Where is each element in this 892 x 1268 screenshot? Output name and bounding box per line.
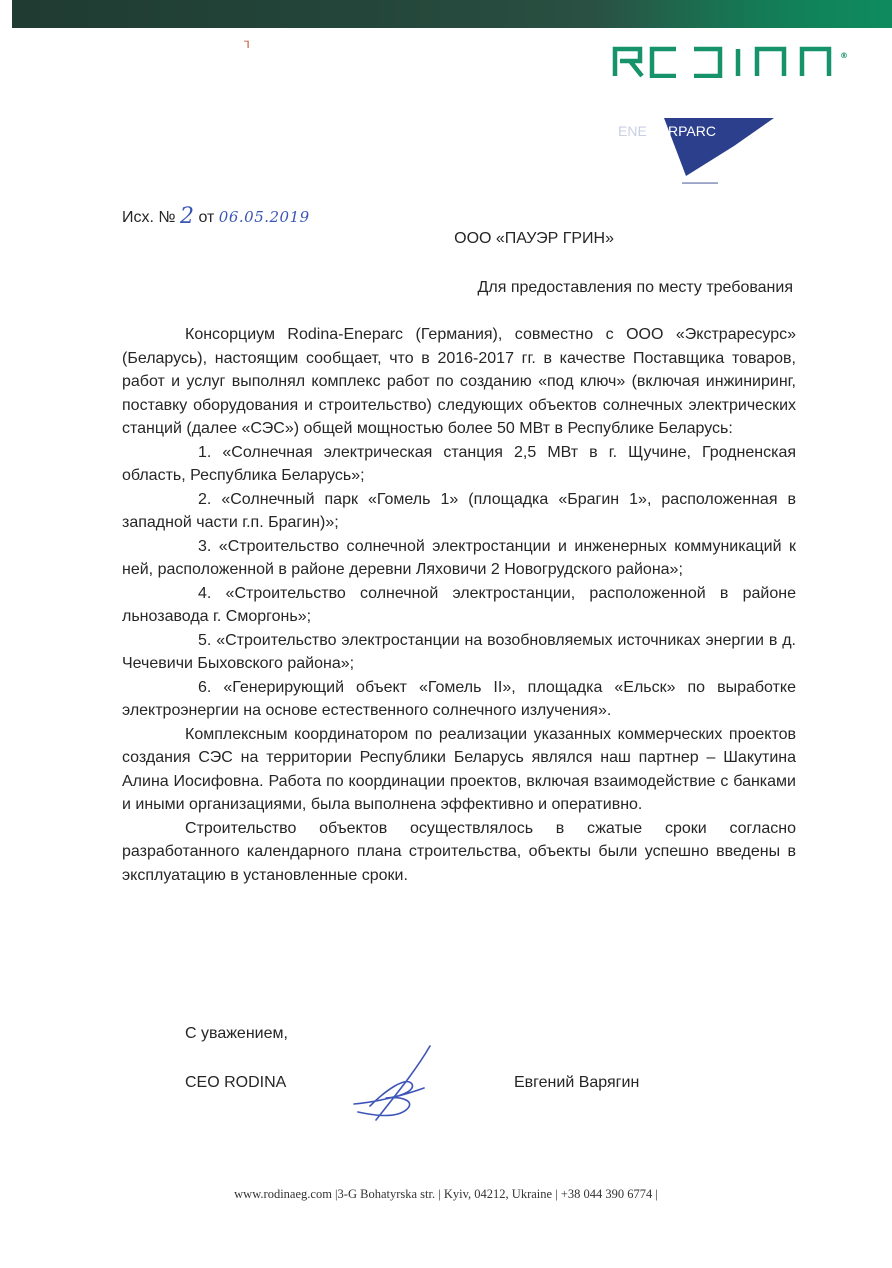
top-color-bar xyxy=(12,0,892,28)
list-item: 5. «Строительство электростанции на возобновляемых источниках энергии в д. Чечевичи Быховского района»; xyxy=(122,631,796,672)
intro-paragraph: Консорциум Rodina-Eneparc (Германия), совместно с ООО «Экстраресурс» (Беларусь), настоящим сообщает, что в 2016-2017 гг. в качестве Поставщика товаров, работ и услуг выполнял комплекс работ по созданию «под ключ» (включая инжиниринг, поставку оборудования и строительство) следующих объектов солнечных электрических станций (далее «СЭС») общей мощностью более 50 МВт в Республике Беларусь: xyxy=(122,326,796,437)
svg-text:ENE: ENE xyxy=(618,123,647,139)
signer-name: Евгений Варягин xyxy=(514,1074,640,1091)
closing-regards: С уважением, xyxy=(185,1025,288,1042)
letter-body xyxy=(122,323,796,887)
coordinator-paragraph: Комплексным координатором по реализации указанных коммерческих проектов создания СЭС на территории Республики Беларусь являлся наш партнер – Шакутина Алина Иосифовна. Работа по координации проектов, включая взаимодействие с банками и иными организациями, была выполнена эффективно и оперативно. xyxy=(122,725,796,813)
enerparc-logo-graphic xyxy=(616,114,776,190)
construction-paragraph: Строительство объектов осуществлялось в сжатые сроки согласно разработанного календарного плана строительства, объекты были успешно введены в эксплуатацию в установленные сроки. xyxy=(122,819,796,884)
list-item: 1. «Солнечная электрическая станция 2,5 МВт в г. Щучине, Гродненская область, Республика Беларусь»; xyxy=(122,443,796,484)
list-item: 3. «Строительство солнечной электростанции и инженерных коммуникаций к ней, расположенной в районе деревни Ляховичи 2 Новогрудского района»; xyxy=(122,537,796,578)
rodina-logo-graphic xyxy=(612,46,844,78)
signer-role: CEO RODINA xyxy=(185,1074,287,1091)
recipient: ООО «ПАУЭР ГРИН» xyxy=(454,230,614,247)
list-item: 2. «Солнечный парк «Гомель 1» (площадка «Брагин 1», расположенная в западной части г.п. Брагин)»; xyxy=(122,490,796,531)
outref-prefix: Исх. № xyxy=(122,209,176,226)
rodina-logo xyxy=(612,46,852,78)
outref-number: 2 xyxy=(180,204,195,229)
list-item: 6. «Генерирующий объект «Гомель II», площадка «Ельск» по выработке электроэнергии на основе естественного солнечного излучения». xyxy=(122,678,796,719)
enerparc-tagline: ▬▬▬▬▬▬ xyxy=(682,180,718,186)
handwritten-signature xyxy=(346,1040,446,1130)
outgoing-reference xyxy=(122,203,310,228)
outref-date: 06.05.2019 xyxy=(218,208,310,226)
svg-text:RPARC: RPARC xyxy=(668,123,716,139)
purpose-line: Для предоставления по месту требования xyxy=(477,279,793,296)
list-item: 4. «Строительство солнечной электростанции, расположенной в районе льнозавода г. Сморгонь»; xyxy=(122,584,796,625)
outref-from: от xyxy=(198,209,215,226)
footer-contacts: www.rodinaeg.com |3-G Bohatyrska str. | Kyiv, 04212, Ukraine | +38 044 390 6774 | xyxy=(234,1187,658,1201)
enerparc-logo xyxy=(616,114,776,190)
registered-mark: ® xyxy=(840,51,848,60)
stray-mark: Ꞁ xyxy=(244,40,250,51)
